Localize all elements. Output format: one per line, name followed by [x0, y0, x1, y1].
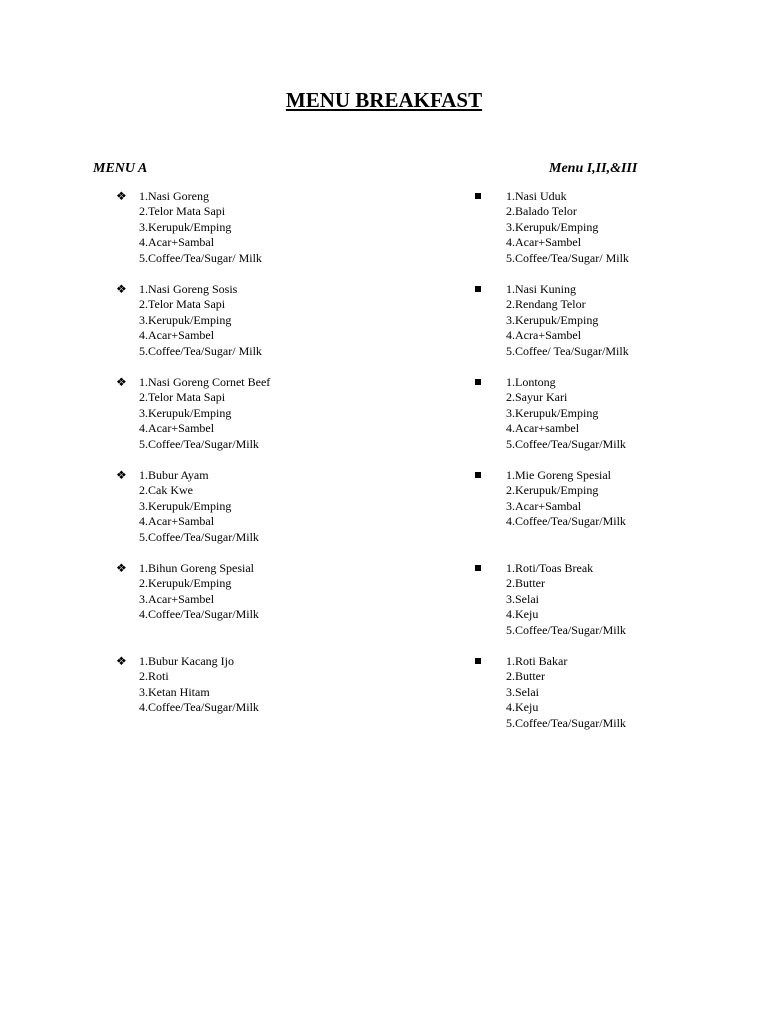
menu-a-column — [116, 189, 416, 747]
menu-item: 1.Nasi Kuning — [506, 282, 576, 296]
menu-item: 1.Bubur Kacang Ijo — [139, 654, 234, 668]
menu-item: 3.Ketan Hitam — [139, 684, 210, 699]
menu-item: 2.Butter — [506, 576, 545, 591]
menu-item: 2.Telor Mata Sapi — [139, 390, 226, 405]
menu-item: 5.Coffee/Tea/Sugar/Milk — [506, 622, 626, 637]
menu-item: 2.Kerupuk/Emping — [139, 576, 232, 591]
menu-item: 4.Acar+Sambal — [139, 235, 215, 250]
menu-item: 3.Selai — [506, 684, 539, 699]
menu-i-ii-iii-group — [473, 189, 733, 282]
menu-item: 3.Acar+Sambel — [139, 591, 215, 606]
menu-item: 5.Coffee/Tea/Sugar/ Milk — [506, 250, 629, 265]
menu-item: 4.Acar+Sambel — [506, 235, 582, 250]
menu-item: 4.Acar+Sambel — [139, 421, 215, 436]
menu-a-group — [116, 282, 416, 375]
menu-item: 2.Rendang Telor — [506, 297, 586, 312]
menu-item: 3.Kerupuk/Emping — [506, 219, 599, 234]
menu-item-list — [139, 189, 262, 266]
menu-item-list — [506, 468, 626, 530]
menu-item-list — [139, 468, 259, 545]
menu-item-list — [506, 189, 629, 266]
diamond-bullet-icon: ❖ — [116, 561, 127, 575]
menu-a-group — [116, 561, 416, 654]
diamond-bullet-icon: ❖ — [116, 189, 127, 203]
menu-i-ii-iii-group — [473, 375, 733, 468]
menu-item: 3.Selai — [506, 591, 539, 606]
menu-item: 1.Nasi Goreng Sosis — [139, 282, 238, 296]
menu-item: 2.Sayur Kari — [506, 390, 568, 405]
menu-i-ii-iii-heading: Menu I,II,&III — [549, 161, 638, 176]
menu-item-list — [506, 561, 626, 638]
menu-item: 5.Coffee/Tea/Sugar/Milk — [506, 436, 626, 451]
menu-i-ii-iii-group — [473, 561, 733, 654]
menu-i-ii-iii-group — [473, 468, 733, 561]
menu-item-list — [139, 282, 262, 359]
menu-item-list — [506, 654, 626, 731]
square-bullet-icon — [475, 379, 481, 385]
menu-item: 3.Kerupuk/Emping — [139, 219, 232, 234]
menu-item: 1.Mie Goreng Spesial — [506, 468, 611, 482]
menu-item: 3.Kerupuk/Emping — [139, 312, 232, 327]
menu-item: 1.Lontong — [506, 375, 556, 389]
diamond-bullet-icon: ❖ — [116, 654, 127, 668]
menu-item: 4.Coffee/Tea/Sugar/Milk — [139, 607, 259, 622]
menu-item: 2.Telor Mata Sapi — [139, 204, 226, 219]
menu-item: 5.Coffee/Tea/Sugar/Milk — [139, 436, 259, 451]
menu-item: 5.Coffee/Tea/Sugar/Milk — [506, 715, 626, 730]
menu-item-list — [139, 654, 259, 716]
menu-item: 4.Coffee/Tea/Sugar/Milk — [139, 700, 259, 715]
menu-item: 5.Coffee/Tea/Sugar/Milk — [139, 529, 259, 544]
menu-item: 2.Roti — [139, 669, 169, 684]
square-bullet-icon — [475, 193, 481, 199]
menu-item: 4.Acar+Sambal — [139, 514, 215, 529]
menu-i-ii-iii-group — [473, 654, 733, 747]
menu-item: 2.Telor Mata Sapi — [139, 297, 226, 312]
menu-i-ii-iii-column — [473, 189, 733, 747]
menu-item: 2.Balado Telor — [506, 204, 577, 219]
menu-item: 1.Nasi Goreng — [139, 189, 209, 203]
menu-item-list — [139, 375, 270, 452]
menu-item: 1.Roti/Toas Break — [506, 561, 594, 575]
menu-a-group — [116, 375, 416, 468]
menu-item: 2.Butter — [506, 669, 545, 684]
menu-item: 3.Acar+Sambal — [506, 498, 582, 513]
square-bullet-icon — [475, 565, 481, 571]
menu-item: 4.Keju — [506, 700, 539, 715]
square-bullet-icon — [475, 472, 481, 478]
menu-item: 1.Nasi Goreng Cornet Beef — [139, 375, 271, 389]
menu-item: 2.Cak Kwe — [139, 483, 193, 498]
menu-item-list — [139, 561, 259, 623]
menu-i-ii-iii-group — [473, 282, 733, 375]
diamond-bullet-icon: ❖ — [116, 282, 127, 296]
menu-a-group — [116, 189, 416, 282]
menu-item: 1.Bihun Goreng Spesial — [139, 561, 254, 575]
menu-item: 5.Coffee/Tea/Sugar/ Milk — [139, 250, 262, 265]
menu-item: 3.Kerupuk/Emping — [139, 498, 232, 513]
menu-item: 2.Kerupuk/Emping — [506, 483, 599, 498]
menu-item: 4.Acra+Sambel — [506, 328, 582, 343]
menu-item: 3.Kerupuk/Emping — [139, 405, 232, 420]
menu-item: 1.Bubur Ayam — [139, 468, 209, 482]
menu-a-heading: MENU A — [93, 161, 148, 176]
menu-item: 5.Coffee/Tea/Sugar/ Milk — [139, 343, 262, 358]
menu-item: 3.Kerupuk/Emping — [506, 312, 599, 327]
page-title: MENU BREAKFAST — [285, 88, 483, 112]
menu-item: 4.Coffee/Tea/Sugar/Milk — [506, 514, 626, 529]
menu-item: 5.Coffee/ Tea/Sugar/Milk — [506, 343, 629, 358]
menu-a-group — [116, 468, 416, 561]
diamond-bullet-icon: ❖ — [116, 375, 127, 389]
menu-item: 3.Kerupuk/Emping — [506, 405, 599, 420]
menu-item: 1.Roti Bakar — [506, 654, 568, 668]
menu-item: 4.Keju — [506, 607, 539, 622]
square-bullet-icon — [475, 658, 481, 664]
diamond-bullet-icon: ❖ — [116, 468, 127, 482]
menu-item: 1.Nasi Uduk — [506, 189, 567, 203]
menu-item: 4.Acar+sambel — [506, 421, 580, 436]
menu-a-group — [116, 654, 416, 747]
menu-item-list — [506, 282, 629, 359]
menu-item: 4.Acar+Sambel — [139, 328, 215, 343]
menu-item-list — [506, 375, 626, 452]
square-bullet-icon — [475, 286, 481, 292]
